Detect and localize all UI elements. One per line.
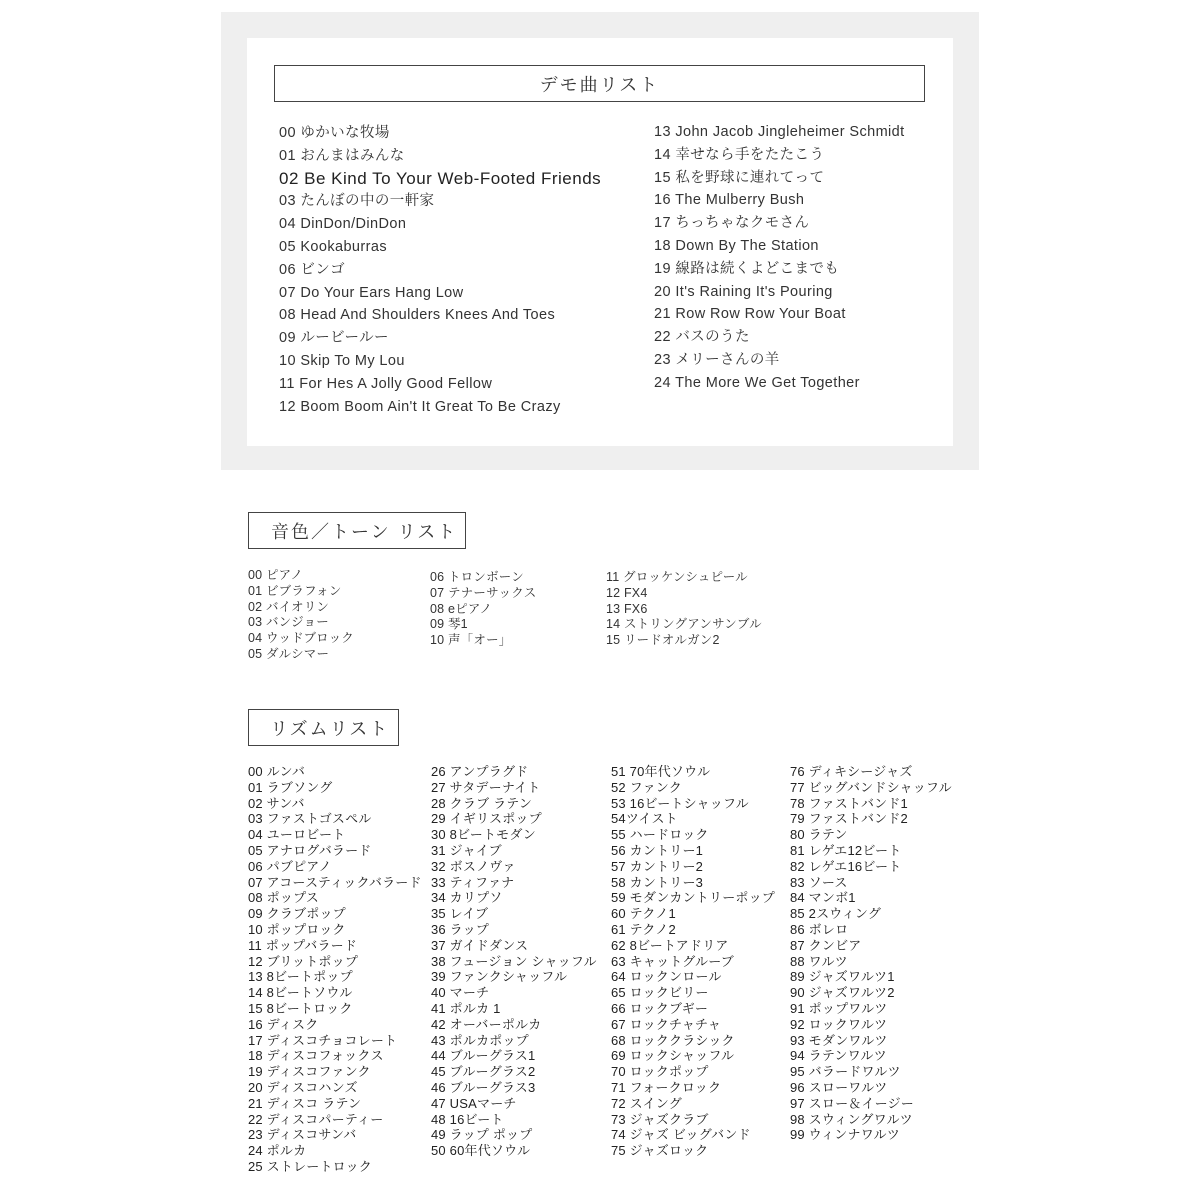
tone-list-column-3	[606, 570, 762, 649]
rhythm-item: 50 60年代ソウル	[431, 1143, 531, 1159]
rhythm-item: 21 ディスコ ラテン	[248, 1095, 362, 1111]
demo-song-item: 09 ルービールー	[279, 330, 389, 347]
rhythm-item: 61 テクノ2	[611, 921, 676, 937]
tone-item: 02 バイオリン	[248, 599, 330, 614]
rhythm-item: 83 ソース	[790, 874, 848, 890]
rhythm-item: 62 8ビートアドリア	[611, 937, 729, 953]
rhythm-item: 16 ディスク	[248, 1016, 319, 1032]
tone-item: 15 リードオルガン2	[606, 633, 720, 648]
rhythm-item: 90 ジャズワルツ2	[790, 985, 895, 1001]
rhythm-item: 35 レイブ	[431, 906, 489, 922]
rhythm-item: 80 ラテン	[790, 827, 848, 843]
tone-item: 10 声「オー」	[430, 633, 512, 648]
rhythm-item: 01 ラブソング	[248, 779, 333, 795]
demo-list-right-column	[654, 121, 905, 395]
rhythm-item: 31 ジャイブ	[431, 842, 502, 858]
rhythm-item: 72 スイング	[611, 1095, 682, 1111]
rhythm-item: 66 ロックブギー	[611, 1000, 709, 1016]
tone-list-title: 音色／トーン リスト	[248, 512, 466, 549]
rhythm-item: 95 バラードワルツ	[790, 1064, 901, 1080]
demo-song-item: 00 ゆかいな牧場	[279, 125, 390, 141]
demo-list-title: デモ曲リスト	[274, 65, 925, 102]
rhythm-list-title: リズムリスト	[248, 709, 399, 746]
demo-song-item: 04 DinDon/DinDon	[279, 216, 407, 233]
rhythm-list-column-3	[611, 764, 775, 1159]
rhythm-item: 25 ストレートロック	[248, 1158, 373, 1174]
rhythm-item: 97 スロー＆イージー	[790, 1095, 915, 1111]
demo-song-item: 14 幸せなら手をたたこう	[654, 146, 825, 163]
tone-item: 00 ピアノ	[248, 568, 304, 582]
tone-item: 07 テナーサックス	[430, 585, 537, 600]
demo-song-item: 19 線路は続くよどこまでも	[654, 260, 840, 277]
demo-song-item: 24 The More We Get Together	[654, 374, 860, 391]
rhythm-item: 14 8ビートソウル	[248, 985, 353, 1001]
rhythm-item: 63 キャットグルーブ	[611, 953, 734, 969]
rhythm-item: 49 ラップ ポップ	[431, 1127, 533, 1143]
rhythm-item: 48 16ビート	[431, 1111, 504, 1127]
demo-song-item: 11 For Hes A Jolly Good Fellow	[279, 375, 493, 392]
rhythm-item: 18 ディスコフォックス	[248, 1048, 384, 1064]
tone-item: 01 ビブラフォン	[248, 583, 342, 598]
tone-item: 05 ダルシマー	[248, 646, 330, 661]
demo-song-item: 23 メリーさんの羊	[654, 351, 780, 368]
tone-item: 13 FX6	[606, 601, 648, 616]
rhythm-item: 34 カリプソ	[431, 890, 503, 906]
rhythm-item: 79 ファストバンド2	[790, 811, 908, 827]
rhythm-item: 05 アナログバラード	[248, 842, 372, 858]
demo-list-left-column	[279, 122, 601, 418]
rhythm-item: 98 スウィングワルツ	[790, 1111, 913, 1127]
rhythm-item: 32 ボスノヴァ	[431, 858, 516, 874]
tone-list-column-1	[248, 568, 354, 663]
rhythm-item: 22 ディスコパーティー	[248, 1111, 384, 1127]
rhythm-item: 47 USAマーチ	[431, 1095, 517, 1111]
tone-item: 04 ウッドブロック	[248, 631, 355, 646]
demo-song-item: 18 Down By The Station	[654, 237, 819, 254]
rhythm-item: 69 ロックシャッフル	[611, 1048, 735, 1064]
rhythm-item: 71 フォークロック	[611, 1079, 722, 1095]
tone-item: 09 琴1	[430, 617, 468, 632]
tone-item: 03 バンジョー	[248, 615, 329, 630]
rhythm-item: 57 カントリー2	[611, 858, 704, 874]
rhythm-item: 94 ラテンワルツ	[790, 1048, 887, 1064]
rhythm-item: 70 ロックポップ	[611, 1064, 709, 1080]
rhythm-item: 81 レゲエ12ビート	[790, 842, 902, 858]
rhythm-item: 99 ウィンナワルツ	[790, 1127, 900, 1143]
demo-song-item: 05 Kookaburras	[279, 238, 387, 255]
rhythm-item: 67 ロックチャチャ	[611, 1016, 722, 1032]
demo-song-item: 20 It's Raining It's Pouring	[654, 283, 833, 300]
rhythm-item: 84 マンボ1	[790, 890, 856, 906]
demo-song-item: 08 Head And Shoulders Knees And Toes	[279, 307, 556, 324]
rhythm-item: 36 ラップ	[431, 921, 490, 937]
rhythm-item: 40 マーチ	[431, 985, 490, 1001]
rhythm-item: 91 ポップワルツ	[790, 1000, 888, 1016]
rhythm-item: 68 ロッククラシック	[611, 1032, 735, 1048]
rhythm-item: 19 ディスコファンク	[248, 1064, 371, 1080]
rhythm-item: 51 70年代ソウル	[611, 764, 711, 779]
rhythm-item: 93 モダンワルツ	[790, 1032, 888, 1048]
rhythm-item: 87 クンビア	[790, 937, 862, 953]
rhythm-item: 55 ハードロック	[611, 827, 709, 843]
rhythm-item: 29 イギリスポップ	[431, 811, 542, 827]
rhythm-list-column-4	[790, 764, 952, 1143]
rhythm-item: 46 ブルーグラス3	[431, 1079, 536, 1095]
demo-song-item: 16 The Mulberry Bush	[654, 192, 805, 209]
rhythm-item: 59 モダンカントリーポップ	[611, 890, 776, 906]
rhythm-item: 33 ティファナ	[431, 874, 515, 890]
rhythm-item: 53 16ビートシャッフル	[611, 795, 749, 811]
rhythm-item: 75 ジャズロック	[611, 1143, 709, 1159]
rhythm-item: 54ツイスト	[611, 811, 678, 827]
rhythm-item: 30 8ビートモダン	[431, 827, 536, 843]
rhythm-item: 28 クラブ ラテン	[431, 795, 533, 811]
rhythm-item: 89 ジャズワルツ1	[790, 969, 895, 985]
rhythm-item: 09 クラブポップ	[248, 906, 346, 922]
tone-item: 11 グロッケンシュピール	[606, 570, 748, 584]
rhythm-item: 04 ユーロビート	[248, 827, 346, 843]
demo-song-item: 22 バスのうた	[654, 329, 750, 346]
rhythm-item: 06 パブピアノ	[248, 858, 332, 874]
tone-item: 12 FX4	[606, 585, 648, 600]
rhythm-item: 08 ポップス	[248, 890, 319, 906]
rhythm-item: 92 ロックワルツ	[790, 1016, 888, 1032]
rhythm-item: 23 ディスコサンバ	[248, 1127, 357, 1143]
rhythm-item: 11 ポップバラード	[248, 937, 358, 953]
tone-item: 08 eピアノ	[430, 601, 493, 616]
tone-item: 14 ストリングアンサンブル	[606, 617, 762, 632]
rhythm-item: 37 ガイドダンス	[431, 937, 529, 953]
rhythm-item: 39 ファンクシャッフル	[431, 969, 568, 985]
rhythm-item: 44 ブルーグラス1	[431, 1048, 536, 1064]
demo-song-item: 06 ビンゴ	[279, 261, 346, 278]
rhythm-item: 20 ディスコハンズ	[248, 1079, 358, 1095]
rhythm-item: 60 テクノ1	[611, 906, 676, 922]
rhythm-item: 88 ワルツ	[790, 953, 848, 969]
rhythm-item: 56 カントリー1	[611, 842, 704, 858]
rhythm-item: 96 スローワルツ	[790, 1079, 888, 1095]
rhythm-item: 24 ポルカ	[248, 1143, 307, 1159]
rhythm-item: 65 ロックビリー	[611, 985, 709, 1001]
rhythm-item: 85 2スウィング	[790, 906, 882, 922]
rhythm-item: 00 ルンバ	[248, 764, 306, 779]
rhythm-item: 13 8ビートポップ	[248, 969, 353, 985]
rhythm-item: 76 ディキシージャズ	[790, 764, 913, 779]
demo-song-item: 01 おんまはみんな	[279, 147, 405, 164]
rhythm-item: 38 フュージョン シャッフル	[431, 953, 597, 969]
tone-item: 06 トロンボーン	[430, 570, 524, 584]
demo-song-item: 07 Do Your Ears Hang Low	[279, 284, 464, 301]
rhythm-item: 27 サタデーナイト	[431, 779, 541, 795]
rhythm-item: 64 ロックンロール	[611, 969, 722, 985]
tone-list-column-2	[430, 570, 537, 649]
rhythm-item: 77 ビッグバンドシャッフル	[790, 779, 952, 795]
rhythm-item: 17 ディスコチョコレート	[248, 1032, 398, 1048]
rhythm-item: 78 ファストバンド1	[790, 795, 908, 811]
rhythm-list-column-2	[431, 764, 597, 1159]
rhythm-item: 58 カントリー3	[611, 874, 704, 890]
demo-song-item: 03 たんぼの中の一軒家	[279, 193, 435, 210]
rhythm-item: 86 ボレロ	[790, 921, 849, 937]
demo-song-item: 10 Skip To My Lou	[279, 352, 405, 369]
rhythm-item: 03 ファストゴスペル	[248, 811, 372, 827]
rhythm-item: 10 ポップロック	[248, 921, 346, 937]
demo-song-item: 02 Be Kind To Your Web-Footed Friends	[279, 168, 602, 188]
rhythm-item: 82 レゲエ16ビート	[790, 858, 902, 874]
demo-song-item: 12 Boom Boom Ain't It Great To Be Crazy	[279, 398, 561, 415]
rhythm-item: 73 ジャズクラブ	[611, 1111, 709, 1127]
rhythm-item: 45 ブルーグラス2	[431, 1064, 536, 1080]
rhythm-item: 74 ジャズ ビッグバンド	[611, 1127, 751, 1143]
demo-song-item: 17 ちっちゃなクモさん	[654, 215, 810, 232]
demo-song-item: 15 私を野球に連れてって	[654, 169, 825, 186]
rhythm-item: 42 オーバーポルカ	[431, 1016, 542, 1032]
rhythm-item: 15 8ビートロック	[248, 1000, 353, 1016]
rhythm-item: 41 ポルカ 1	[431, 1000, 501, 1016]
rhythm-item: 02 サンバ	[248, 795, 305, 811]
demo-song-item: 13 John Jacob Jingleheimer Schmidt	[654, 124, 905, 140]
rhythm-item: 52 ファンク	[611, 779, 682, 795]
rhythm-item: 26 アンプラグド	[431, 764, 529, 779]
rhythm-item: 12 ブリットポップ	[248, 953, 359, 969]
demo-song-item: 21 Row Row Row Your Boat	[654, 306, 846, 323]
rhythm-list-column-1	[248, 764, 422, 1175]
rhythm-item: 43 ポルカポップ	[431, 1032, 529, 1048]
rhythm-item: 07 アコースティックバラード	[248, 874, 422, 890]
